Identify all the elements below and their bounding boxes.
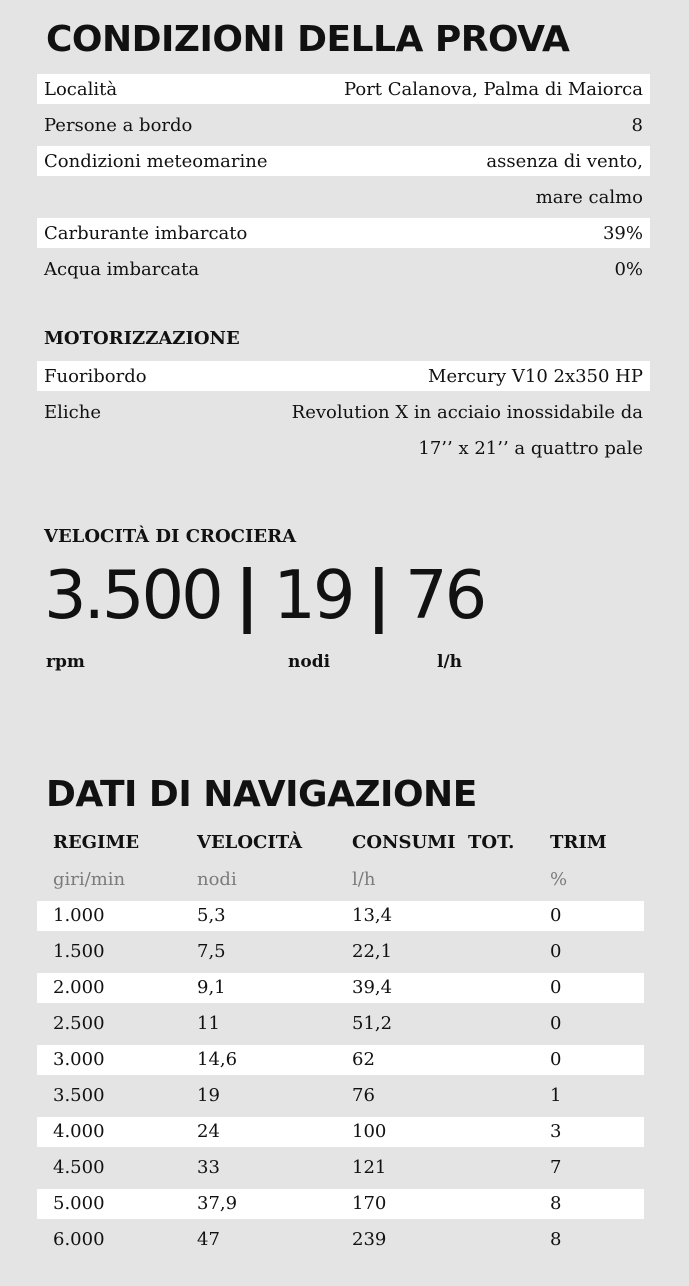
col-header-speed: VELOCITÀ — [197, 832, 303, 853]
cell-rpm: 1.000 — [53, 905, 105, 926]
spec-row-outboard — [37, 361, 650, 391]
spec-row-weather — [37, 146, 650, 176]
spec-label: Eliche — [44, 401, 101, 423]
spec-value: 17’’ x 21’’ a quattro pale — [418, 437, 643, 459]
cell-speed: 24 — [197, 1121, 220, 1142]
cell-consumption: 62 — [352, 1049, 375, 1070]
spec-row-water — [37, 254, 650, 284]
cell-trim: 3 — [550, 1121, 562, 1142]
table-row — [37, 1117, 644, 1147]
cell-consumption: 76 — [352, 1085, 375, 1106]
cell-consumption: 170 — [352, 1193, 387, 1214]
spec-label: Carburante imbarcato — [44, 222, 248, 244]
table-row — [37, 937, 644, 967]
engine-title: MOTORIZZAZIONE — [44, 328, 240, 349]
cell-rpm: 1.500 — [53, 941, 105, 962]
cell-consumption: 100 — [352, 1121, 387, 1142]
spec-row-weather-cont — [37, 182, 650, 212]
cell-trim: 1 — [550, 1085, 562, 1106]
table-row — [37, 1009, 644, 1039]
spec-value: Port Calanova, Palma di Maiorca — [343, 78, 643, 100]
col-unit-trim: % — [550, 869, 568, 890]
spec-label: Acqua imbarcata — [44, 258, 200, 280]
cell-speed: 33 — [197, 1157, 220, 1178]
spec-value: mare calmo — [535, 186, 643, 208]
spec-row-location — [37, 74, 650, 104]
cell-speed: 9,1 — [197, 977, 226, 998]
test-conditions-title: CONDIZIONI DELLA PROVA — [46, 19, 570, 60]
navigation-data-title: DATI DI NAVIGAZIONE — [46, 774, 477, 815]
cruise-rpm-unit: rpm — [46, 652, 85, 672]
cell-consumption: 22,1 — [352, 941, 393, 962]
cell-speed: 5,3 — [197, 905, 226, 926]
cell-rpm: 2.000 — [53, 977, 105, 998]
cell-trim: 8 — [550, 1193, 562, 1214]
cell-trim: 0 — [550, 941, 562, 962]
col-unit-rpm: giri/min — [53, 869, 126, 890]
cell-speed: 37,9 — [197, 1193, 238, 1214]
cell-speed: 11 — [197, 1013, 220, 1034]
cell-rpm: 2.500 — [53, 1013, 105, 1034]
cruise-knots-value: 19 — [273, 556, 353, 634]
cell-consumption: 39,4 — [352, 977, 393, 998]
cell-consumption: 13,4 — [352, 905, 393, 926]
cell-speed: 14,6 — [197, 1049, 238, 1070]
col-unit-consumption: l/h — [352, 869, 376, 890]
cruise-knots-unit: nodi — [288, 652, 331, 672]
cell-trim: 7 — [550, 1157, 562, 1178]
cell-trim: 0 — [550, 977, 562, 998]
col-unit-speed: nodi — [197, 869, 237, 890]
cell-trim: 0 — [550, 1049, 562, 1070]
cell-rpm: 5.000 — [53, 1193, 105, 1214]
cell-rpm: 4.000 — [53, 1121, 105, 1142]
spec-value: Mercury V10 2x350 HP — [428, 365, 643, 387]
spec-row-fuel — [37, 218, 650, 248]
cell-speed: 7,5 — [197, 941, 226, 962]
cell-rpm: 4.500 — [53, 1157, 105, 1178]
spec-label: Condizioni meteomarine — [44, 150, 268, 172]
cell-consumption: 239 — [352, 1229, 387, 1250]
spec-value: assenza di vento, — [486, 150, 643, 172]
cell-speed: 47 — [197, 1229, 220, 1250]
table-row — [37, 1225, 644, 1255]
spec-row-persons — [37, 110, 650, 140]
table-row — [37, 1189, 644, 1219]
cruise-figures — [44, 556, 485, 634]
table-row — [37, 1045, 644, 1075]
cell-trim: 0 — [550, 1013, 562, 1034]
spec-value: 0% — [614, 258, 643, 280]
spec-value: Revolution X in acciaio inossidabile da — [291, 401, 643, 423]
spec-value: 8 — [631, 114, 643, 136]
cell-rpm: 3.000 — [53, 1049, 105, 1070]
spec-label: Località — [44, 78, 118, 100]
cruise-separator: | — [234, 556, 260, 634]
table-row — [37, 901, 644, 931]
cruise-title: VELOCITÀ DI CROCIERA — [44, 526, 297, 547]
spec-label: Persone a bordo — [44, 114, 193, 136]
cell-trim: 8 — [550, 1229, 562, 1250]
cruise-lph-value: 76 — [405, 556, 485, 634]
table-row — [37, 1081, 644, 1111]
col-header-rpm: REGIME — [53, 832, 140, 853]
spec-row-propellers — [37, 397, 650, 427]
cell-consumption: 121 — [352, 1157, 387, 1178]
cell-speed: 19 — [197, 1085, 220, 1106]
spec-row-propellers-cont — [37, 433, 650, 463]
cruise-rpm-value: 3.500 — [44, 556, 221, 634]
table-row — [37, 1153, 644, 1183]
cruise-separator: | — [366, 556, 392, 634]
cell-rpm: 6.000 — [53, 1229, 105, 1250]
col-header-consumption: CONSUMI TOT. — [352, 832, 515, 853]
col-header-trim: TRIM — [550, 832, 607, 853]
cruise-lph-unit: l/h — [437, 652, 463, 672]
cell-trim: 0 — [550, 905, 562, 926]
cell-rpm: 3.500 — [53, 1085, 105, 1106]
table-row — [37, 973, 644, 1003]
cell-consumption: 51,2 — [352, 1013, 393, 1034]
spec-value: 39% — [602, 222, 643, 244]
spec-label: Fuoribordo — [44, 365, 147, 387]
